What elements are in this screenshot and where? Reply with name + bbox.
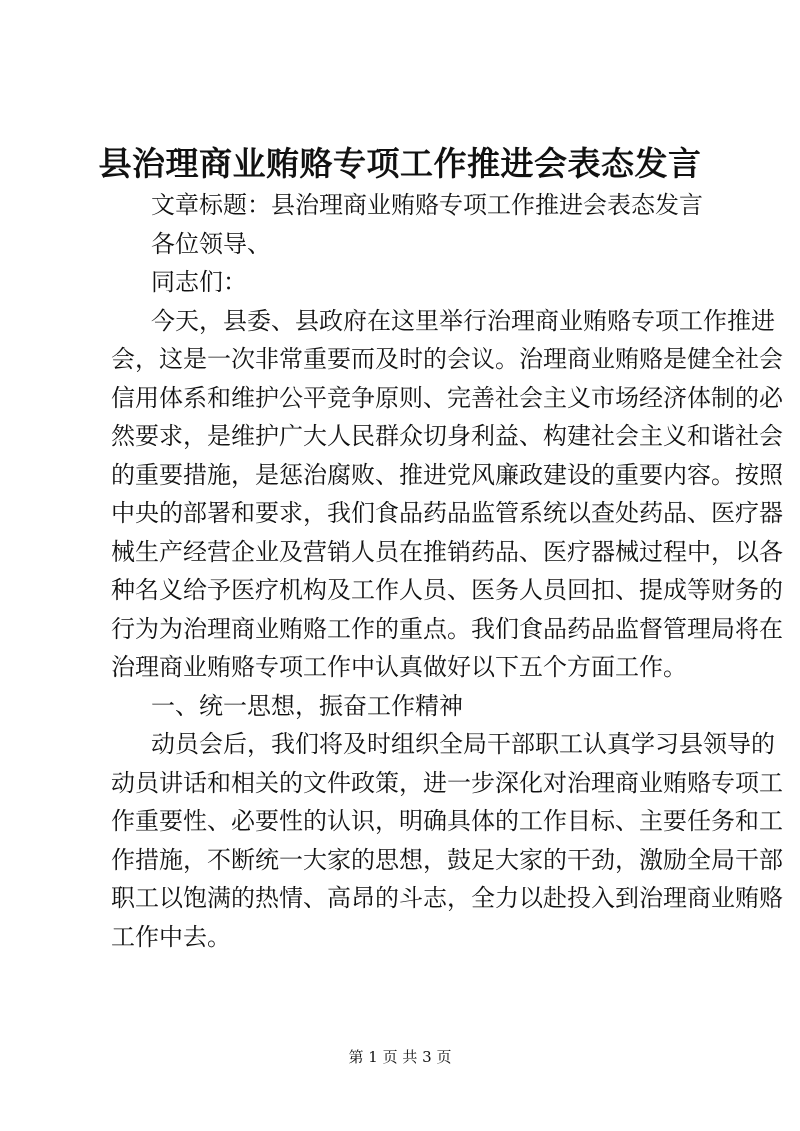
document-body (111, 186, 783, 956)
text-line: 中央的部署和要求，我们食品药品监管系统以查处药品、医疗器 (111, 499, 783, 527)
text-line: 各位领导、 (151, 229, 271, 258)
text-line: 作措施，不断统一大家的思想，鼓足大家的干劲，激励全局干部 (111, 845, 783, 874)
text-line: 动员讲话和相关的文件政策，进一步深化对治理商业贿赂专项工 (111, 768, 783, 797)
text-line: 会，这是一次非常重要而及时的会议。治理商业贿赂是健全社会 (111, 345, 783, 373)
text-line: 工作中去。 (111, 922, 231, 951)
text-line: 今天，县委、县政府在这里举行治理商业贿赂专项工作推进 (151, 306, 775, 335)
document-title: 县治理商业贿赂专项工作推进会表态发言 (98, 144, 702, 183)
text-line: 一、统一思想，振奋工作精神 (151, 691, 463, 720)
text-line: 同志们： (151, 268, 247, 296)
text-line: 械生产经营企业及营销人员在推销药品、医疗器械过程中，以各 (111, 537, 783, 566)
text-line: 的重要措施，是惩治腐败、推进党风廉政建设的重要内容。按照 (111, 460, 783, 489)
text-line: 治理商业贿赂专项工作中认真做好以下五个方面工作。 (111, 653, 687, 681)
text-line: 作重要性、必要性的认识，明确具体的工作目标、主要任务和工 (111, 807, 783, 835)
text-line: 然要求，是维护广大人民群众切身利益、构建社会主义和谐社会 (111, 422, 783, 450)
page-footer: 第 1 页 共 3 页 (348, 1048, 452, 1066)
text-line: 信用体系和维护公平竞争原则、完善社会主义市场经济体制的必 (111, 383, 783, 412)
text-line: 种名义给予医疗机构及工作人员、医务人员回扣、提成等财务的 (111, 576, 783, 604)
text-line: 行为为治理商业贿赂工作的重点。我们食品药品监督管理局将在 (111, 614, 783, 643)
text-line: 职工以饱满的热情、高昂的斗志，全力以赴投入到治理商业贿赂 (111, 884, 783, 912)
text-line: 动员会后，我们将及时组织全局干部职工认真学习县领导的 (151, 730, 775, 758)
text-line: 文章标题：县治理商业贿赂专项工作推进会表态发言 (151, 191, 703, 219)
